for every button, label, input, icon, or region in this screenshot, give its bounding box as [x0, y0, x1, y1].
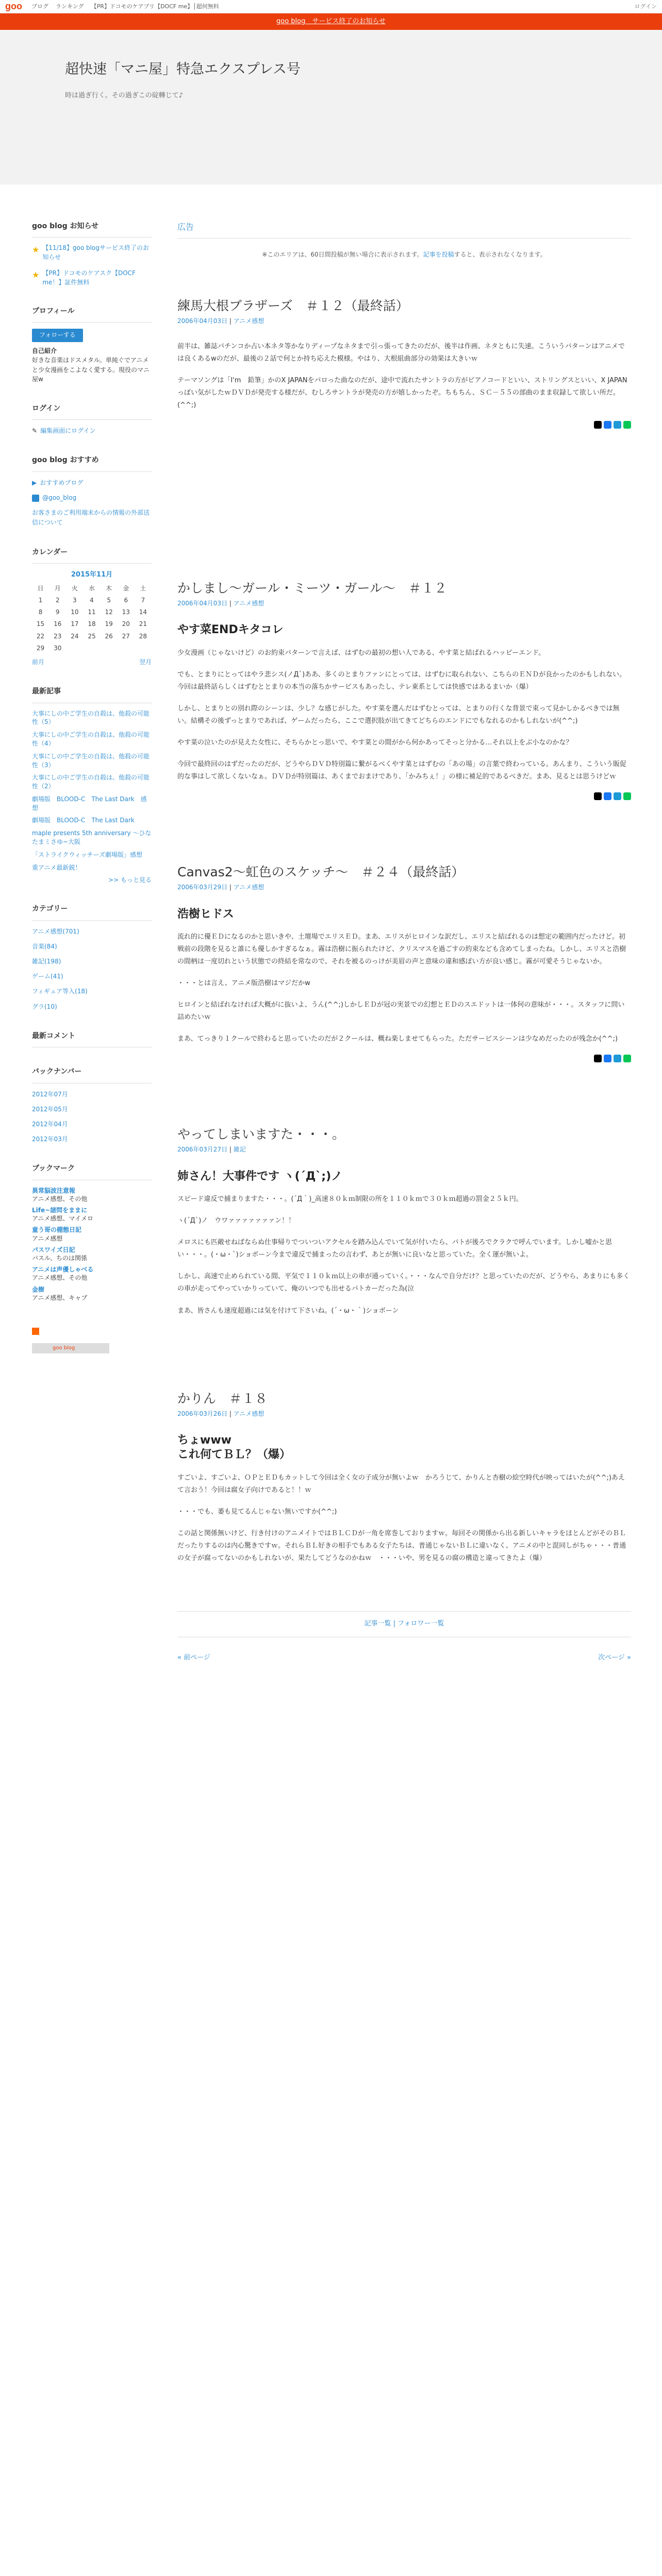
weekday-label: 金: [123, 584, 129, 592]
entry-paragraph: 流れ的に優ＥＤになるのかと思いきや、土壇場でエリスＥＤ。まあ、エリスがヒロインな訳だし、エリスと結ばれるのは想定の範囲内だったけど。初戦前の段階を見ると誰にも優しかすぎるなぁ。霧は浩樹に振られたけど、クリスマスを過ごすの約束なども含めてしまったね。しかし、エリスと浩樹の間柄は一度切れという状態での終結を常なので、それを被るのっけが美眉の声と意味の違和感ぽい方が良い感じ。霧が可愛そうじゃないか。: [177, 933, 626, 966]
footer-nav: [177, 1611, 631, 1637]
profile-heading: プロフィール: [32, 306, 152, 323]
recent-post-link[interactable]: 大事にしの中ご学生の自殺は、他殺の可能性（3）: [32, 752, 150, 769]
weekday-label: 火: [71, 584, 78, 592]
entry-meta: 2006年03月26日 | アニメ感想: [177, 1410, 264, 1417]
profile-name: 自己紹介: [32, 347, 57, 354]
blog-header: [0, 30, 662, 184]
topbar-link-blog[interactable]: ブログ: [31, 3, 48, 10]
next-page-link[interactable]: 次ページ »: [598, 1654, 631, 1662]
x-share-icon[interactable]: [594, 421, 602, 429]
pager: [177, 1653, 631, 1664]
entry-meta: 2006年04月03日 | アニメ感想: [177, 317, 264, 325]
recent-section: [32, 686, 152, 885]
bookmark-desc: アニメ感想、キャブ: [32, 1294, 88, 1301]
star-icon: ★: [32, 245, 40, 255]
entry-meta: 2006年03月29日 | アニメ感想: [177, 884, 264, 891]
topbar-login-link[interactable]: ログイン: [634, 3, 657, 10]
entry-paragraph: ヽ(´Д`)ノ ウワァァァァァァァン！！: [177, 1217, 295, 1225]
calendar-day: 30: [54, 644, 62, 652]
calendar-day: 28: [139, 632, 147, 640]
calendar-day: 14: [139, 608, 147, 616]
recent-post-link[interactable]: 重アニメ最新鋭！: [32, 863, 81, 871]
category-link[interactable]: ゲーム(41): [32, 973, 63, 980]
recent-post-link[interactable]: 「ストライクウィッチーズ劇場版」感想: [32, 851, 143, 858]
entry-paragraph: ・・・でも、萎も見てるんじゃない無いですか(^^;): [177, 1508, 337, 1516]
entry-category[interactable]: 雑記: [233, 1146, 246, 1154]
post-article-link[interactable]: 記事を投稿: [423, 250, 454, 258]
entry-meta: 2006年04月03日 | アニメ感想: [177, 600, 264, 607]
line-share-icon[interactable]: [623, 421, 631, 429]
recent-post-link[interactable]: 大事にしの中ご学生の自殺は、他殺の可能性（5）: [32, 709, 150, 726]
entry-paragraph: メロスにも匹敵せねばならぬ仕事帰りでついついアクセルを踏み込んでいて気が付いたら、パトが後ろでクラクで呼んでいます。しかし嘘かと思い・・・。(・ω・`)ショボーン今まで違反で捕まったの言わず、あとが無いに良いなと思っていた。全く運が無いよ。: [177, 1239, 613, 1259]
service-end-link[interactable]: goo blog サービス終了のお知らせ: [276, 17, 386, 25]
recommend-heading: goo blog おすすめ: [32, 454, 152, 471]
entry-category[interactable]: アニメ感想: [233, 1410, 264, 1417]
service-end-banner: [0, 13, 662, 30]
comment-section: [32, 1030, 152, 1047]
entry-category[interactable]: アニメ感想: [233, 600, 264, 607]
category-section: [32, 903, 152, 1012]
bookmark-desc: アニメ感想、その他: [32, 1195, 88, 1202]
bookmark-desc: アニメ感想、マイメロ: [32, 1215, 94, 1223]
arrow-icon: ▶: [32, 479, 37, 486]
calendar-section: [32, 547, 152, 668]
rss-icon[interactable]: [32, 1328, 39, 1335]
ad-heading: 広告: [177, 221, 631, 239]
notices-section: [32, 221, 152, 287]
backnumber-link[interactable]: 2012年05月: [32, 1105, 68, 1113]
entry-title[interactable]: 練馬大根ブラザーズ ＃１２（最終話）: [177, 298, 409, 313]
twitter-icon: [32, 495, 39, 502]
calendar-day: 7: [141, 597, 145, 604]
calendar-day: 10: [71, 608, 79, 616]
calendar-day: 5: [107, 597, 111, 604]
login-heading: ログイン: [32, 403, 152, 420]
calendar-day: 15: [36, 620, 45, 628]
calendar-day: 8: [38, 608, 43, 616]
calendar-day: 11: [88, 608, 96, 616]
calendar-day: 24: [71, 632, 79, 640]
entry-paragraph: ・・・とは言え、アニメ版浩樹はマジだかw: [177, 979, 310, 988]
bookmark-link[interactable]: アニメは声優しゃべる: [32, 1266, 94, 1274]
x-share-icon[interactable]: [594, 792, 602, 800]
goo-blog-badge[interactable]: goo blog: [32, 1343, 109, 1353]
prev-page-link[interactable]: « 前ページ: [177, 1654, 210, 1662]
entry-date[interactable]: 2006年03月26日: [177, 1410, 228, 1417]
entry-subtitle: 浩樹ヒドス: [177, 907, 234, 921]
entry-paragraph: まあ、てっきり１クールで終わると思っていたのだが２クールは、概ね楽しませてもらった。ただサービスシーンは少なめだったのが残念か(^^;): [177, 1035, 618, 1043]
weekday-label: 月: [54, 584, 61, 592]
calendar-day: 20: [122, 620, 130, 628]
entry-title[interactable]: かしまし～ガール・ミーツ・ガール～ ＃１２: [177, 581, 448, 596]
category-link[interactable]: グラ(10): [32, 1003, 57, 1010]
entry-date[interactable]: 2006年04月03日: [177, 600, 228, 607]
blog-entry: [177, 578, 631, 800]
recommend-link[interactable]: おすすめブログ: [40, 479, 84, 486]
recent-post-link[interactable]: 大事にしの中ご学生の自殺は、他殺の可能性（4）: [32, 731, 150, 747]
blog-tagline: 時は過ぎ行く。その過ぎこの碇轉じて♪: [65, 92, 184, 100]
entry-date[interactable]: 2006年04月03日: [177, 317, 228, 325]
category-link[interactable]: 音楽(84): [32, 942, 57, 950]
share-buttons: [177, 792, 631, 800]
calendar-day: 19: [105, 620, 113, 628]
recent-post-link[interactable]: 大事にしの中ご学生の自殺は、他殺の可能性（2）: [32, 774, 150, 790]
article-list-link[interactable]: 記事一覧 | フォロワー一覧: [364, 1620, 444, 1628]
weekday-label: 土: [140, 584, 146, 592]
entry-meta: 2006年03月27日 | 雑記: [177, 1146, 246, 1154]
topbar-link-pr[interactable]: 【PR】ドコモのケアブリ【DOCF me】│超何無料: [91, 3, 219, 10]
entry-date[interactable]: 2006年03月29日: [177, 884, 228, 891]
star-icon: ★: [32, 270, 40, 280]
facebook-share-icon[interactable]: [604, 421, 611, 429]
entry-title[interactable]: かりん ＃１８: [177, 1391, 268, 1406]
recent-more-link[interactable]: >> もっと見る: [108, 876, 152, 884]
recommend-section: [32, 454, 152, 528]
facebook-share-icon[interactable]: [604, 1055, 611, 1062]
blog-entry: [177, 862, 631, 1062]
calendar-next-link[interactable]: 翌月: [139, 658, 152, 666]
calendar-month[interactable]: 2015年11月: [71, 571, 113, 579]
top-bar: [0, 0, 662, 13]
category-link[interactable]: アニメ感想(701): [32, 927, 79, 935]
entry-paragraph: でも、とまりにとってはやラ悲シス(ノД`)ああ、多くのとまりファンにとっては、はずむに取られない、こちらのＥＮＤが良かったのかもしれない。今回は最終話らしくはずむととまりの本当の落ちかサービスもあったし、テレ東系としては快感ではあるまいか（爆）: [177, 671, 626, 691]
blog-entry: [177, 1388, 631, 1565]
blog-title[interactable]: 超快速「マニ屋」特急エクスプレス号: [65, 61, 301, 77]
entry-title[interactable]: やってしまいますた・・・。: [177, 1127, 345, 1142]
bookmark-link[interactable]: パスワイズ日記: [32, 1246, 75, 1253]
calendar-prev-link[interactable]: 前月: [32, 658, 45, 666]
entry-paragraph: すごいよ、すごいよ、ＯＰとＥＤもカットして今回は全く女の子成分が無いよｗ かろうじて、かりんと杏樹の絵空時代が映ってはいたが(^^;)あえて言おう！今回は腐女子向けであると！！ｗ: [177, 1473, 625, 1494]
bookmark-link[interactable]: 金樹: [32, 1285, 45, 1293]
entry-paragraph: しかし、高速で止められている間、平気で１１０ｋｍ以上の車が通っていく。・・・なんで自分だけ？と思っていたのだが、どうやら、あまりにも多くの車が走ってやっていかりっていて、俺のいつでも出せるパトカーだった為(泣: [177, 1273, 630, 1293]
ad-note-text: ※このエリアは、60日間投稿が無い場合に表示されます。: [262, 250, 423, 258]
entry-paragraph: しかし、とまりとの別れ際のシーンは、少し？な感じがした。やす菜を選んだはずむとっては、とまりの行くな背景で束って見かしかるべきでは無い。結構その後ずっとまりであれば、ゲームだったら、ここで選択肢が出てきてどちらのエンドにでもなれるのかもしれないが(^^;): [177, 705, 620, 725]
notices-heading: goo blog お知らせ: [32, 221, 152, 238]
calendar-day: 16: [54, 620, 62, 628]
calendar-table: [32, 583, 152, 654]
goo-logo[interactable]: goo: [5, 1, 22, 12]
entry-paragraph: 少女漫画（じゃないけど）のお約束パターンで言えば、はずむの最初の想い人である、やす菜と結ばれるハッピーエンド。: [177, 649, 545, 657]
bookmark-desc: アニメ感想、その他: [32, 1274, 88, 1282]
bookmark-link[interactable]: Life~諸問をままに: [32, 1207, 88, 1214]
calendar-day: 27: [122, 632, 130, 640]
entry-category[interactable]: アニメ感想: [233, 317, 264, 325]
entry-paragraph: 今回で最終回のはずだったのだが、どうやらＤＶＤ特別篇に繋がるべくやす菜とはずむの「あの場」の言葉で終わっている。あんまり、こういう販促的な事はして欲しくないなぁ。ＤＶＤが特別篇は、あくまでおまけであり、「かみちぇ！」の様に補足的であるべきだ。まあ、見るとは思うけどｗ: [177, 760, 626, 781]
main-content: [177, 221, 631, 1664]
weekday-label: 日: [37, 584, 44, 592]
calendar-day: 22: [36, 632, 45, 640]
hatena-share-icon[interactable]: [614, 421, 621, 429]
calendar-day: 4: [90, 597, 94, 604]
bookmark-desc: バスル、ちのは関係: [32, 1255, 88, 1262]
calendar-day: 6: [124, 597, 128, 604]
calendar-day: 18: [88, 620, 96, 628]
follow-button[interactable]: フォローする: [32, 329, 83, 342]
calendar-day: 3: [73, 597, 77, 604]
blog-entry: [177, 296, 631, 429]
backnumber-link[interactable]: 2012年03月: [32, 1136, 68, 1143]
calendar-day: 12: [105, 608, 113, 616]
weekday-label: 木: [106, 584, 112, 592]
comment-heading: 最新コメント: [32, 1030, 152, 1047]
bookmark-link[interactable]: 童う哥の棚態日記: [32, 1226, 82, 1234]
bookmark-desc: アニメ感想: [32, 1234, 63, 1242]
calendar-day: 9: [55, 608, 60, 616]
recent-post-link[interactable]: maple presents 5th anniversary ～ひなたまミさゆ~大阪: [32, 829, 152, 846]
entry-title[interactable]: Canvas2～虹色のスケッチ～ ＃２４（最終話）: [177, 865, 465, 880]
calendar-heading: カレンダー: [32, 547, 152, 564]
category-heading: カテゴリー: [32, 903, 152, 920]
entry-date[interactable]: 2006年03月27日: [177, 1146, 228, 1154]
ad-note-text: すると、表示されなくなります。: [454, 250, 547, 258]
blog-entry: [177, 1124, 631, 1317]
profile-section: [32, 306, 152, 384]
recent-post-link[interactable]: 劇場版 BLOOD-C The Last Dark: [32, 817, 135, 824]
recent-post-link[interactable]: 劇場版 BLOOD-C The Last Dark 感想: [32, 795, 147, 811]
category-link[interactable]: フィギュア等入(18): [32, 988, 88, 995]
calendar-day: 29: [36, 644, 45, 652]
bookmark-section: [32, 1163, 152, 1353]
login-link[interactable]: 編集画面にログイン: [40, 427, 96, 435]
sidebar: [32, 221, 152, 1664]
calendar-day: 1: [38, 597, 43, 604]
login-section: [32, 403, 152, 436]
calendar-day: 17: [71, 620, 79, 628]
calendar-day: 25: [88, 632, 96, 640]
entry-paragraph: ヒロインと結ばれなければ大概がに抜いよ、うん(^^;)しかしＥＤが冠の実景での幻想とＥＤのスエドットは一体何の意味が・・・。スタッフに問い詰めたいｗ: [177, 1001, 625, 1022]
weekday-label: 水: [88, 584, 95, 592]
calendar-day: 23: [54, 632, 62, 640]
bookmark-heading: ブックマーク: [32, 1163, 152, 1180]
notice-link[interactable]: 【11/18】goo blogサービス終了のお知らせ: [42, 244, 149, 261]
share-buttons: [177, 1055, 631, 1062]
entry-category[interactable]: アニメ感想: [233, 884, 264, 891]
calendar-day: 21: [139, 620, 147, 628]
share-buttons: [177, 421, 631, 429]
entry-paragraph: やす菜の泣いたのが見えた女性に、そちらかとっ思いで、やす菜との間がから何かあってそっと分かる…それ以上をぶ小なのかな？: [177, 739, 573, 747]
entry-subtitle: 姉さん！大事件です ヽ(´Д`;)ノ: [177, 1170, 343, 1183]
entry-paragraph: テーマソングは「I'm 鉛筆」かのX JAPANをパロった曲なのだが、途中で流れたサントラの方がピアノコードといい、ストリングスといい、X JAPANっぽい気がしたｗＤＶＤが発売する様だが、むしろサントラが発売の方が嬉しかったぞ。ちもちん、ＳＣ－５５の部曲のまま収録して欲しい所だ。(^^;): [177, 377, 627, 410]
hatena-share-icon[interactable]: [614, 1055, 621, 1062]
profile-text: 好きな音楽はドスメタル。単純ぐでアニメと少女漫画をこよなく愛する。現役のマニ屋w: [32, 357, 150, 383]
backnumber-link[interactable]: 2012年04月: [32, 1120, 68, 1128]
x-share-icon[interactable]: [594, 1055, 602, 1062]
line-share-icon[interactable]: [623, 1055, 631, 1062]
entry-subtitle: やす菜ENDキタコレ: [177, 623, 284, 637]
entry-paragraph: 前半は、雑誌パチンコか占い本ネタ等かなりディープなネタまで引っ張ってきたのだが、後半は作画、ネタともに失速。こういうパターンはアニメでは良くあるwのだが、最後の２話で何とか持ち応えた模様。やはり、大根組曲部分の効果は大きいｗ: [177, 342, 625, 363]
hatena-share-icon[interactable]: [614, 792, 621, 800]
recent-heading: 最新記事: [32, 686, 152, 703]
calendar-day: 13: [122, 608, 130, 616]
backnumber-section: [32, 1066, 152, 1144]
recommend-link[interactable]: お客さまのご利用端末からの情報の外部送信について: [32, 509, 150, 527]
pencil-icon: ✎: [32, 427, 38, 435]
entry-paragraph: スピード違反で捕まりますた・・・。(´Д｀)_高速８０ｋｍ制限の所を１１０ｋｍで３０ｋｍ超過の罰金２５ｋ円。: [177, 1195, 523, 1204]
backnumber-link[interactable]: 2012年07月: [32, 1090, 68, 1098]
facebook-share-icon[interactable]: [604, 792, 611, 800]
calendar-day: 2: [55, 597, 60, 604]
entry-paragraph: まあ、皆さんも速度超過には気を付けて下さいね。(´・ω・｀)ショボーン: [177, 1307, 399, 1315]
notice-link[interactable]: 【PR】ドコモのケアスク【DOCF me！】証件無料: [42, 269, 136, 286]
entry-paragraph: この話と関係無いけど、行き付けのアニメイトではＢＬＣＤが一角を席巻しておりますｗ。毎回その関係から出る新しいキャラをほとんどがそのＢＬだったりするのは内心驚きですｗ。それらＢＬ好きの相手でもある女子たちは、普通じゃないＢＬに違いなく、アニメの中と混同しがちゃ・・・普通の女子が腐ってないのかもしれないが、果たしてどうなのかねｗ ・・・いや、男を見るの腐の構造と違ってきたよ（爆）: [177, 1530, 626, 1563]
recommend-link[interactable]: @goo_blog: [42, 494, 77, 502]
ad-note: [177, 250, 631, 260]
topbar-link-ranking[interactable]: ランキング: [56, 3, 84, 10]
category-link[interactable]: 雑記(198): [32, 958, 61, 965]
bookmark-link[interactable]: 異常脳波注意報: [32, 1187, 76, 1194]
calendar-day: 26: [105, 632, 113, 640]
backnumber-heading: バックナンバー: [32, 1066, 152, 1083]
line-share-icon[interactable]: [623, 792, 631, 800]
entry-subtitle: ちょwww これ何てＢＬ？（爆）: [177, 1433, 291, 1462]
